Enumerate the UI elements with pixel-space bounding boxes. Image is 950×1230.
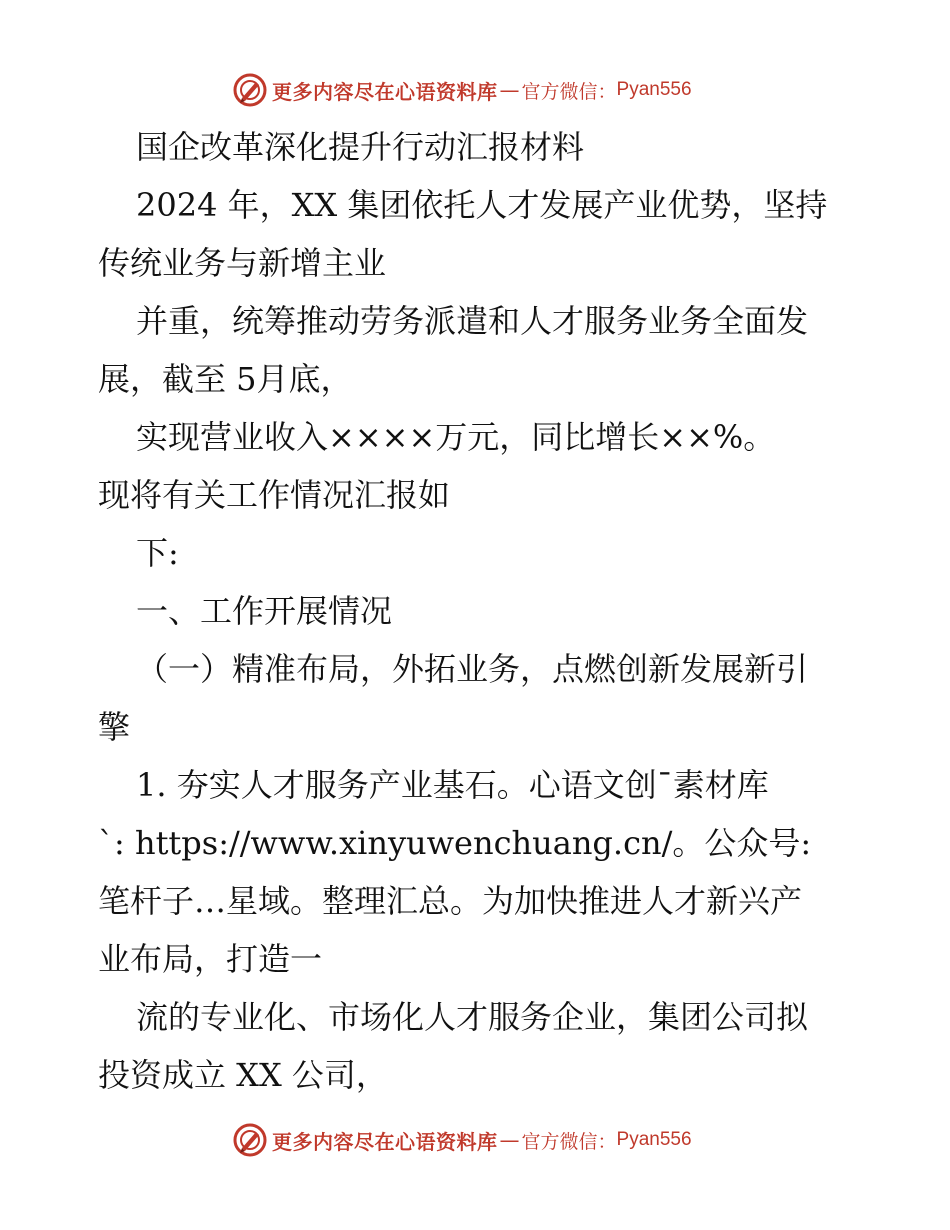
subsection-heading: （一）精准布局，外拓业务，点燃创新发展新引 xyxy=(136,650,809,688)
document-body xyxy=(98,118,858,1104)
paragraph-line: 业布局，打造一 xyxy=(98,940,323,978)
paragraph-line: 传统业务与新增主业 xyxy=(98,244,387,282)
subsection-heading-continued: 擎 xyxy=(98,708,131,746)
paragraph-line: 并重，统筹推动劳务派遣和人才服务业务全面发 xyxy=(136,302,809,340)
watermark-sub-text: 官方微信： xyxy=(521,1130,617,1153)
paragraph-line: 笔杆子…星域。整理汇总。为加快推进人才新兴产 xyxy=(98,882,803,920)
watermark-separator: — xyxy=(499,78,520,102)
pen-logo-icon xyxy=(232,1122,268,1158)
paragraph-line: 2024 年，XX 集团依托人才发展产业优势，坚持 xyxy=(136,186,828,224)
paragraph-line: 实现营业收入××××万元，同比增长××%。 xyxy=(136,418,776,456)
paragraph-line: 投资成立 XX 公司， xyxy=(98,1056,388,1094)
pen-logo-icon xyxy=(232,72,268,108)
watermark-main-text: 更多内容尽在心语资料库 xyxy=(272,79,498,104)
paragraph-line: 展，截至 5月底， xyxy=(98,360,353,398)
watermark-banner-top xyxy=(232,70,712,110)
paragraph-line: 流的专业化、市场化人才服务企业，集团公司拟 xyxy=(136,998,809,1036)
watermark-sub-text: 官方微信： xyxy=(521,80,617,103)
paragraph-line: 下: xyxy=(136,534,179,572)
watermark-separator: — xyxy=(499,1128,520,1152)
section-heading: 一、工作开展情况 xyxy=(136,592,393,630)
watermark-wechat-id: Pyan556 xyxy=(616,79,692,100)
document-title: 国企改革深化提升行动汇报材料 xyxy=(136,128,585,166)
paragraph-line: 现将有关工作情况汇报如 xyxy=(98,476,451,514)
paragraph-line: 1. 夯实人才服务产业基石。心语文创¯素材库 xyxy=(136,766,769,804)
watermark-banner-bottom xyxy=(232,1120,712,1160)
watermark-wechat-id: Pyan556 xyxy=(616,1129,692,1150)
watermark-main-text: 更多内容尽在心语资料库 xyxy=(272,1129,498,1154)
paragraph-line: `: https://www.xinyuwenchuang.cn/。公众号: xyxy=(98,824,812,862)
